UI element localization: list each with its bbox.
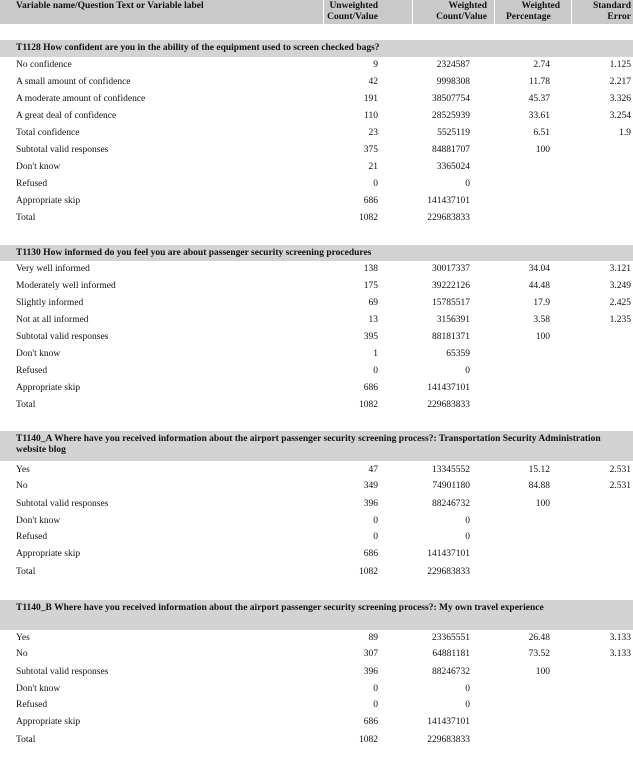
unweighted-count: 191 [363, 94, 378, 104]
row-label: No [16, 481, 28, 491]
weighted-count: 39222126 [432, 281, 470, 291]
weighted-percentage: 100 [535, 332, 550, 342]
weighted-count: 30017337 [432, 264, 470, 274]
row-label: Refused [16, 532, 48, 542]
weighted-count: 0 [465, 516, 470, 526]
row-label: Don't know [16, 684, 61, 694]
header-divider [571, 0, 572, 24]
row-label: Subtotal valid responses [16, 332, 109, 342]
table-row [0, 262, 633, 276]
unweighted-count: 138 [363, 264, 378, 274]
unweighted-count: 47 [368, 465, 378, 475]
unweighted-count: 1082 [359, 735, 378, 745]
weighted-percentage: 26.48 [528, 633, 550, 643]
weighted-count: 64881181 [432, 649, 470, 659]
row-label: Appropriate skip [16, 549, 81, 559]
unweighted-count: 0 [373, 179, 378, 189]
weighted-count: 0 [465, 366, 470, 376]
weighted-count: 84881707 [432, 145, 470, 155]
weighted-percentage: 45.37 [528, 94, 550, 104]
row-label: Appropriate skip [16, 383, 81, 393]
weighted-percentage: 3.58 [533, 315, 550, 325]
standard-error: 1.235 [609, 315, 631, 325]
weighted-count: 0 [465, 179, 470, 189]
weighted-percentage: 100 [535, 499, 550, 509]
header-divider [412, 0, 413, 24]
header-percentage-line2: Percentage [506, 12, 551, 22]
header-stderr [593, 1, 631, 23]
unweighted-count: 0 [373, 684, 378, 694]
row-label: Yes [16, 633, 30, 643]
table-row [0, 514, 633, 528]
table-row [0, 58, 633, 72]
weighted-count: 88246732 [432, 499, 470, 509]
row-label: Don't know [16, 162, 61, 172]
table-row [0, 143, 633, 157]
unweighted-count: 23 [368, 128, 378, 138]
unweighted-count: 175 [363, 281, 378, 291]
standard-error: 3.326 [609, 94, 631, 104]
row-label: Subtotal valid responses [16, 667, 109, 677]
weighted-count: 3365024 [436, 162, 470, 172]
header-divider [494, 0, 495, 24]
table-row [0, 313, 633, 327]
unweighted-count: 307 [363, 649, 378, 659]
unweighted-count: 1082 [359, 567, 378, 577]
weighted-count: 229683833 [427, 567, 470, 577]
weighted-count: 28525939 [432, 111, 470, 121]
weighted-count: 0 [465, 700, 470, 710]
unweighted-count: 395 [363, 332, 378, 342]
weighted-percentage: 15.12 [528, 465, 550, 475]
unweighted-count: 1082 [359, 213, 378, 223]
unweighted-count: 1 [373, 349, 378, 359]
table-row [0, 698, 633, 712]
weighted-count: 141437101 [427, 717, 470, 727]
unweighted-count: 686 [363, 196, 378, 206]
row-label: Yes [16, 465, 30, 475]
unweighted-count: 0 [373, 366, 378, 376]
unweighted-count: 396 [363, 667, 378, 677]
row-label: Total [16, 567, 36, 577]
weighted-percentage: 73.52 [528, 649, 550, 659]
table-row [0, 347, 633, 361]
weighted-percentage: 33.61 [528, 111, 550, 121]
weighted-percentage: 34.04 [528, 264, 550, 274]
unweighted-count: 21 [368, 162, 378, 172]
row-label: Slightly informed [16, 298, 84, 308]
weighted-count: 229683833 [427, 735, 470, 745]
row-label: Very well informed [16, 264, 90, 274]
unweighted-count: 110 [364, 111, 378, 121]
table-header [0, 0, 633, 24]
header-unweighted-line1: Unweighted [329, 1, 378, 11]
weighted-count: 9998308 [436, 77, 470, 87]
unweighted-count: 0 [373, 532, 378, 542]
unweighted-count: 375 [363, 145, 378, 155]
table-row [0, 665, 633, 679]
row-label: Refused [16, 700, 48, 710]
table-row [0, 109, 633, 123]
row-label: Subtotal valid responses [16, 145, 109, 155]
weighted-count: 5525119 [437, 128, 470, 138]
weighted-count: 229683833 [427, 400, 470, 410]
standard-error: 2.531 [609, 481, 631, 491]
weighted-count: 229683833 [427, 213, 470, 223]
row-label: Moderately well informed [16, 281, 116, 291]
table-row [0, 479, 633, 493]
weighted-percentage: 44.48 [528, 281, 550, 291]
table-row [0, 364, 633, 378]
section-title: T1140_A Where have you received information about the airport passenger security screening process?: Transportation Security Administration website blog [0, 431, 633, 461]
table-row [0, 211, 633, 225]
weighted-count: 141437101 [427, 383, 470, 393]
table-row [0, 497, 633, 511]
standard-error: 3.249 [609, 281, 631, 291]
row-label: A small amount of confidence [16, 77, 131, 87]
table-row [0, 682, 633, 696]
table-row [0, 463, 633, 477]
row-label: Refused [16, 179, 48, 189]
header-weighted-line1: Weighted [448, 1, 487, 11]
weighted-count: 0 [465, 532, 470, 542]
table-row [0, 330, 633, 344]
standard-error: 2.217 [609, 77, 631, 87]
weighted-percentage: 100 [535, 145, 550, 155]
row-label: Total [16, 213, 36, 223]
weighted-count: 3156391 [436, 315, 470, 325]
unweighted-count: 13 [368, 315, 378, 325]
standard-error: 2.425 [609, 298, 631, 308]
row-label: A great deal of confidence [16, 111, 117, 121]
header-weighted-line2: Count/Value [436, 12, 487, 22]
unweighted-count: 686 [363, 383, 378, 393]
row-label: Don't know [16, 516, 61, 526]
row-label: Total [16, 735, 36, 745]
unweighted-count: 69 [368, 298, 378, 308]
weighted-count: 2324587 [436, 60, 470, 70]
table-row [0, 647, 633, 661]
unweighted-count: 89 [368, 633, 378, 643]
row-label: Don't know [16, 349, 61, 359]
row-label: Not at all informed [16, 315, 89, 325]
standard-error: 3.133 [609, 649, 631, 659]
weighted-count: 65359 [446, 349, 470, 359]
table-row [0, 126, 633, 140]
table-row [0, 177, 633, 191]
header-divider [323, 0, 324, 24]
weighted-count: 38507754 [432, 94, 470, 104]
section-title: T1130 How informed do you feel you are about passenger security screening procedures [0, 245, 633, 261]
weighted-percentage: 2.74 [533, 60, 550, 70]
weighted-percentage: 100 [535, 667, 550, 677]
table-row [0, 279, 633, 293]
table-row [0, 530, 633, 544]
header-variable-label: Variable name/Question Text or Variable label [16, 1, 204, 11]
weighted-count: 0 [465, 684, 470, 694]
row-label: No [16, 649, 28, 659]
row-label: Total confidence [16, 128, 80, 138]
table-row [0, 75, 633, 89]
weighted-count: 88246732 [432, 667, 470, 677]
unweighted-count: 42 [368, 77, 378, 87]
row-label: No confidence [16, 60, 72, 70]
weighted-count: 15785517 [432, 298, 470, 308]
standard-error: 1.125 [609, 60, 631, 70]
table-row [0, 194, 633, 208]
weighted-count: 141437101 [427, 549, 470, 559]
weighted-count: 141437101 [427, 196, 470, 206]
weighted-count: 88181371 [432, 332, 470, 342]
row-label: A moderate amount of confidence [16, 94, 146, 104]
standard-error: 3.121 [609, 264, 631, 274]
table-row [0, 565, 633, 579]
section-title: T1128 How confident are you in the ability of the equipment used to screen checked bags? [0, 40, 633, 57]
row-label: Refused [16, 366, 48, 376]
unweighted-count: 686 [363, 549, 378, 559]
unweighted-count: 0 [373, 700, 378, 710]
table-row [0, 733, 633, 747]
weighted-count: 74901180 [432, 481, 470, 491]
table-row [0, 398, 633, 412]
header-weighted [436, 1, 487, 23]
weighted-percentage: 17.9 [533, 298, 550, 308]
unweighted-count: 1082 [359, 400, 378, 410]
unweighted-count: 349 [363, 481, 378, 491]
unweighted-count: 0 [373, 516, 378, 526]
table-row [0, 296, 633, 310]
row-label: Appropriate skip [16, 196, 81, 206]
row-label: Appropriate skip [16, 717, 81, 727]
standard-error: 3.133 [609, 633, 631, 643]
table-row [0, 160, 633, 174]
weighted-percentage: 11.78 [528, 77, 550, 87]
unweighted-count: 9 [373, 60, 378, 70]
table-row [0, 381, 633, 395]
header-percentage-line1: Weighted [521, 1, 560, 11]
header-stderr-line2: Error [607, 12, 631, 22]
header-stderr-line1: Standard [592, 1, 631, 11]
unweighted-count: 686 [363, 717, 378, 727]
table-row [0, 547, 633, 561]
table-row [0, 715, 633, 729]
weighted-count: 23365551 [432, 633, 470, 643]
standard-error: 2.531 [609, 465, 631, 475]
standard-error: 3.254 [609, 111, 631, 121]
header-percentage [506, 1, 560, 23]
row-label: Subtotal valid responses [16, 499, 109, 509]
table-row [0, 92, 633, 106]
weighted-count: 13345552 [432, 465, 470, 475]
standard-error: 1.9 [619, 128, 631, 138]
table-row [0, 631, 633, 645]
weighted-percentage: 84.88 [528, 481, 550, 491]
section-title: T1140_B Where have you received information about the airport passenger security screening process?: My own travel experience [0, 600, 633, 630]
weighted-percentage: 6.51 [533, 128, 550, 138]
row-label: Total [16, 400, 36, 410]
header-unweighted [327, 1, 378, 23]
unweighted-count: 396 [363, 499, 378, 509]
header-unweighted-line2: Count/Value [327, 12, 378, 22]
